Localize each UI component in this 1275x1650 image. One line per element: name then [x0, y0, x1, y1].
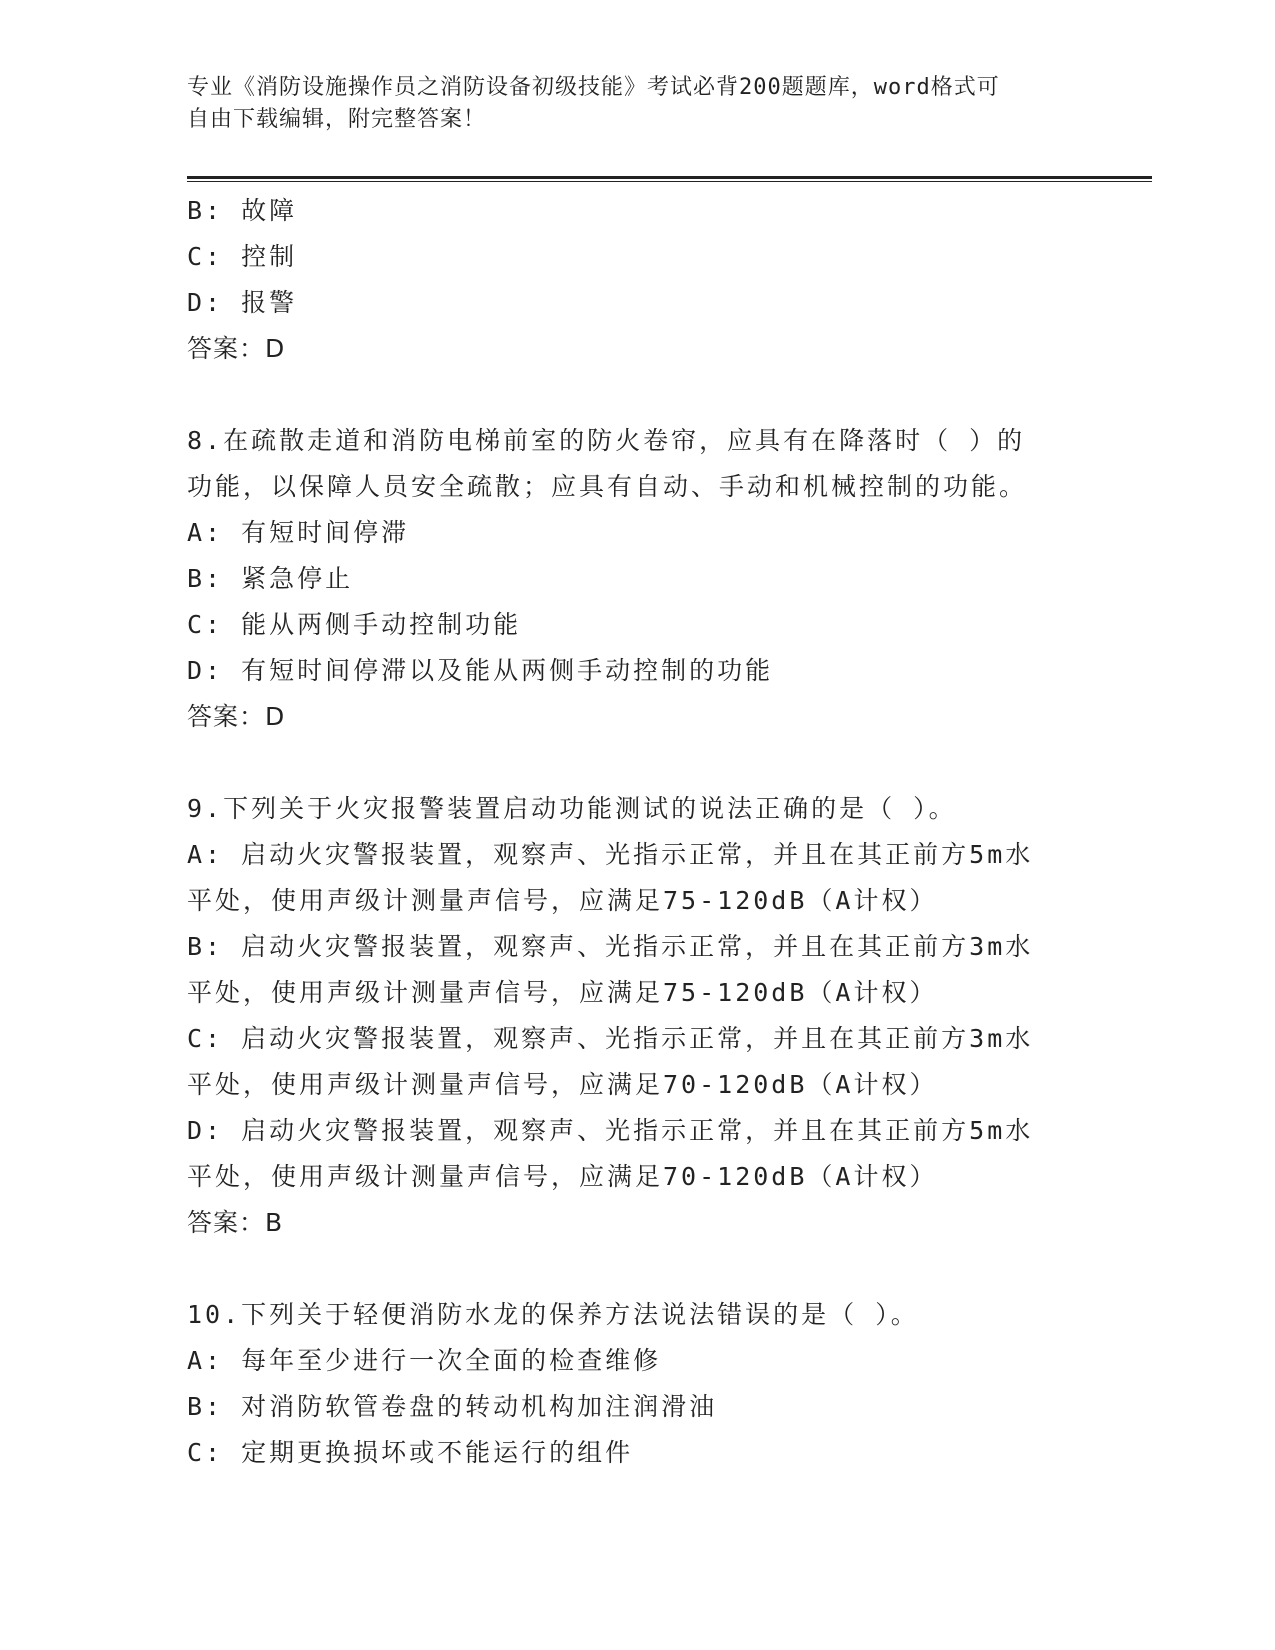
q9-option-a-line-2: 平处，使用声级计测量声信号，应满足75-120dB（A计权） — [187, 886, 938, 915]
q9-option-c-line-1: C: 启动火灾警报装置，观察声、光指示正常，并且在其正前方3m水 — [187, 1024, 1034, 1053]
q7-option-b: B: 故障 — [187, 196, 298, 225]
document-header — [187, 72, 1067, 136]
q9-stem: 9.下列关于火灾报警装置启动功能测试的说法正确的是（ ）。 — [187, 794, 957, 823]
question-10 — [187, 1292, 1067, 1476]
q7-option-c: C: 控制 — [187, 242, 298, 271]
question-7-tail — [187, 188, 1067, 372]
q8-option-a: A: 有短时间停滞 — [187, 518, 410, 547]
q10-option-c: C: 定期更换损坏或不能运行的组件 — [187, 1438, 634, 1467]
header-line-1: 专业《消防设施操作员之消防设备初级技能》考试必背200题题库，word格式可 — [187, 75, 1000, 100]
q10-stem: 10.下列关于轻便消防水龙的保养方法说法错误的是（ ）。 — [187, 1300, 919, 1329]
q10-option-a: A: 每年至少进行一次全面的检查维修 — [187, 1346, 662, 1375]
q7-option-d: D: 报警 — [187, 288, 298, 317]
q8-option-b: B: 紧急停止 — [187, 564, 354, 593]
q9-option-a-line-1: A: 启动火灾警报装置，观察声、光指示正常，并且在其正前方5m水 — [187, 840, 1034, 869]
q8-answer: 答案：D — [187, 702, 286, 731]
header-divider — [187, 176, 1152, 182]
header-divider-thin — [187, 181, 1152, 182]
q9-option-b-line-1: B: 启动火灾警报装置，观察声、光指示正常，并且在其正前方3m水 — [187, 932, 1034, 961]
q9-option-c-line-2: 平处，使用声级计测量声信号，应满足70-120dB（A计权） — [187, 1070, 938, 1099]
q9-option-d-line-2: 平处，使用声级计测量声信号，应满足70-120dB（A计权） — [187, 1162, 938, 1191]
question-9 — [187, 786, 1067, 1246]
q9-option-b-line-2: 平处，使用声级计测量声信号，应满足75-120dB（A计权） — [187, 978, 938, 1007]
q10-option-b: B: 对消防软管卷盘的转动机构加注润滑油 — [187, 1392, 718, 1421]
q9-option-d-line-1: D: 启动火灾警报装置，观察声、光指示正常，并且在其正前方5m水 — [187, 1116, 1034, 1145]
q8-option-d: D: 有短时间停滞以及能从两侧手动控制的功能 — [187, 656, 774, 685]
q8-option-c: C: 能从两侧手动控制功能 — [187, 610, 522, 639]
q9-answer: 答案：B — [187, 1208, 284, 1237]
question-8 — [187, 418, 1067, 740]
q7-answer: 答案：D — [187, 334, 286, 363]
question-content — [187, 188, 1067, 1476]
header-line-2: 自由下载编辑，附完整答案！ — [187, 107, 487, 132]
q8-stem-line-1: 8.在疏散走道和消防电梯前室的防火卷帘，应具有在降落时（ ）的 — [187, 426, 1026, 455]
q8-stem-line-2: 功能，以保障人员安全疏散；应具有自动、手动和机械控制的功能。 — [187, 472, 1028, 501]
